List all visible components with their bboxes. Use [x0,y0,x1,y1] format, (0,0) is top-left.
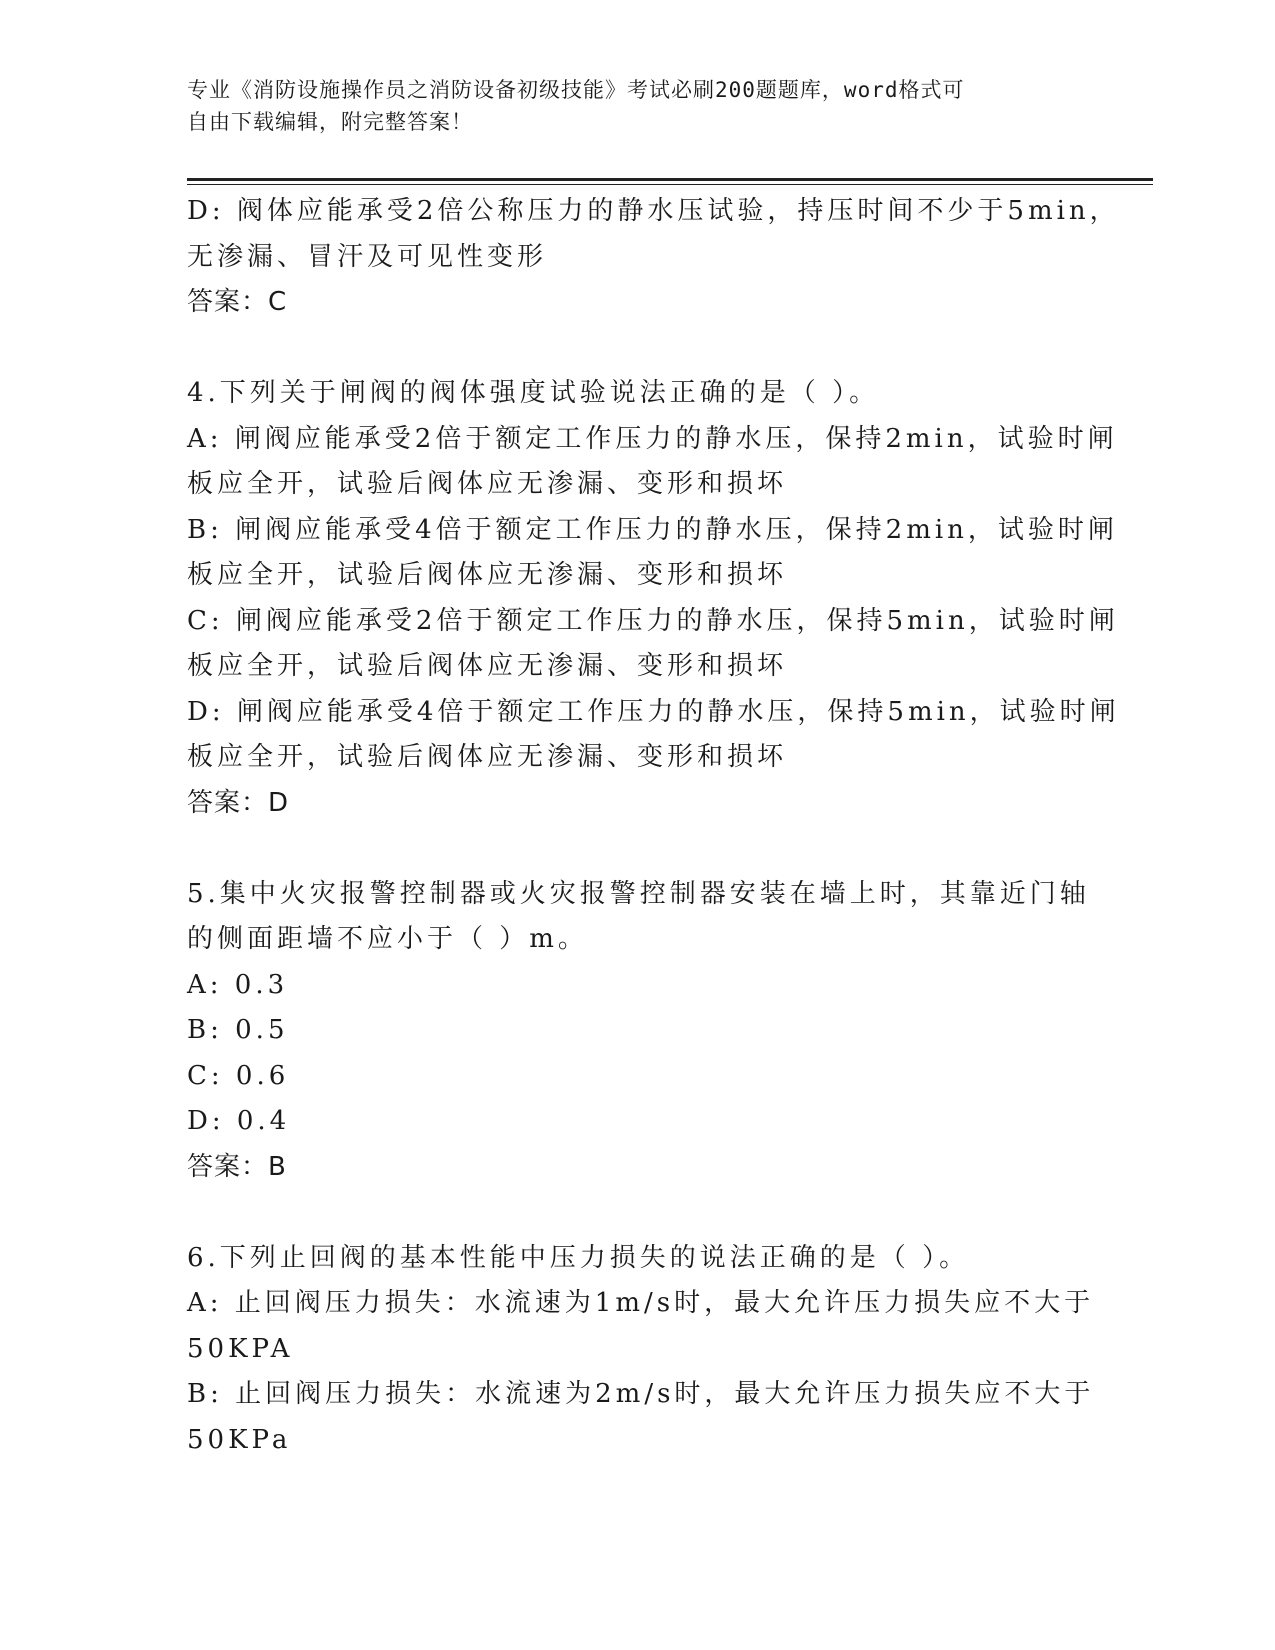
q4-option-d-line-2: 板应全开，试验后阀体应无渗漏、变形和损坏 [187,742,788,772]
q6-stem: 6.下列止回阀的基本性能中压力损失的说法正确的是（ ）。 [187,1242,970,1273]
q4-stem: 4.下列关于闸阀的阀体强度试验说法正确的是（ ）。 [187,378,880,408]
q3-answer: 答案：C [187,287,288,317]
header-line-2: 自由下载编辑，附完整答案！ [187,110,473,134]
header-divider-thin [187,184,1153,185]
spacer [187,326,1087,372]
q4-option-d-line-1: D: 闸阀应能承受4倍于额定工作压力的静水压，保持5min，试验时闸 [187,696,1120,727]
q6-option-b-line-2: 50KPa [187,1424,292,1455]
q6-option-b-line-1: B: 止回阀压力损失：水流速为2m/s时，最大允许压力损失应不大于 [187,1379,1095,1409]
q6-option-a-line-2: 50KPA [187,1333,294,1364]
header-divider-thick [187,178,1153,181]
header-line-1: 专业《消防设施操作员之消防设备初级技能》考试必刷200题题库，word格式可 [187,78,965,102]
q4-option-b-line-1: B: 闸阀应能承受4倍于额定工作压力的静水压，保持2min，试验时闸 [187,514,1118,545]
q5-stem-line-2: 的侧面距墙不应小于（ ）m。 [187,924,588,954]
q4-option-a-line-2: 板应全开，试验后阀体应无渗漏、变形和损坏 [187,469,788,499]
question-5 [187,872,1090,1191]
q4-answer: 答案：D [187,787,290,818]
document-body [187,189,1120,1463]
question-4 [187,371,1120,826]
q5-option-d: D: 0.4 [187,1106,291,1136]
spacer [187,826,1087,872]
q4-option-a-line-1: A: 闸阀应能承受2倍于额定工作压力的静水压，保持2min，试验时闸 [187,423,1118,454]
q5-stem-line-1: 5.集中火灾报警控制器或火灾报警控制器安装在墙上时，其靠近门轴 [187,878,1090,909]
q4-option-c-line-2: 板应全开，试验后阀体应无渗漏、变形和损坏 [187,651,788,681]
document-header [187,74,1087,138]
question-6 [187,1236,1095,1464]
q6-option-a-line-1: A: 止回阀压力损失：水流速为1m/s时，最大允许压力损失应不大于 [187,1288,1095,1318]
question-3-tail [187,189,1120,326]
q5-option-c: C: 0.6 [187,1060,290,1091]
q4-option-b-line-2: 板应全开，试验后阀体应无渗漏、变形和损坏 [187,560,788,590]
q5-option-b: B: 0.5 [187,1015,289,1045]
spacer [187,1190,1087,1236]
q5-option-a: A: 0.3 [187,969,289,1000]
q3-option-d-line-1: D: 阀体应能承受2倍公称压力的静水压试验，持压时间不少于5min， [187,196,1120,226]
q4-option-c-line-1: C: 闸阀应能承受2倍于额定工作压力的静水压，保持5min，试验时闸 [187,605,1119,636]
q3-option-d-line-2: 无渗漏、冒汗及可见性变形 [187,241,548,272]
q5-answer: 答案：B [187,1151,287,1182]
